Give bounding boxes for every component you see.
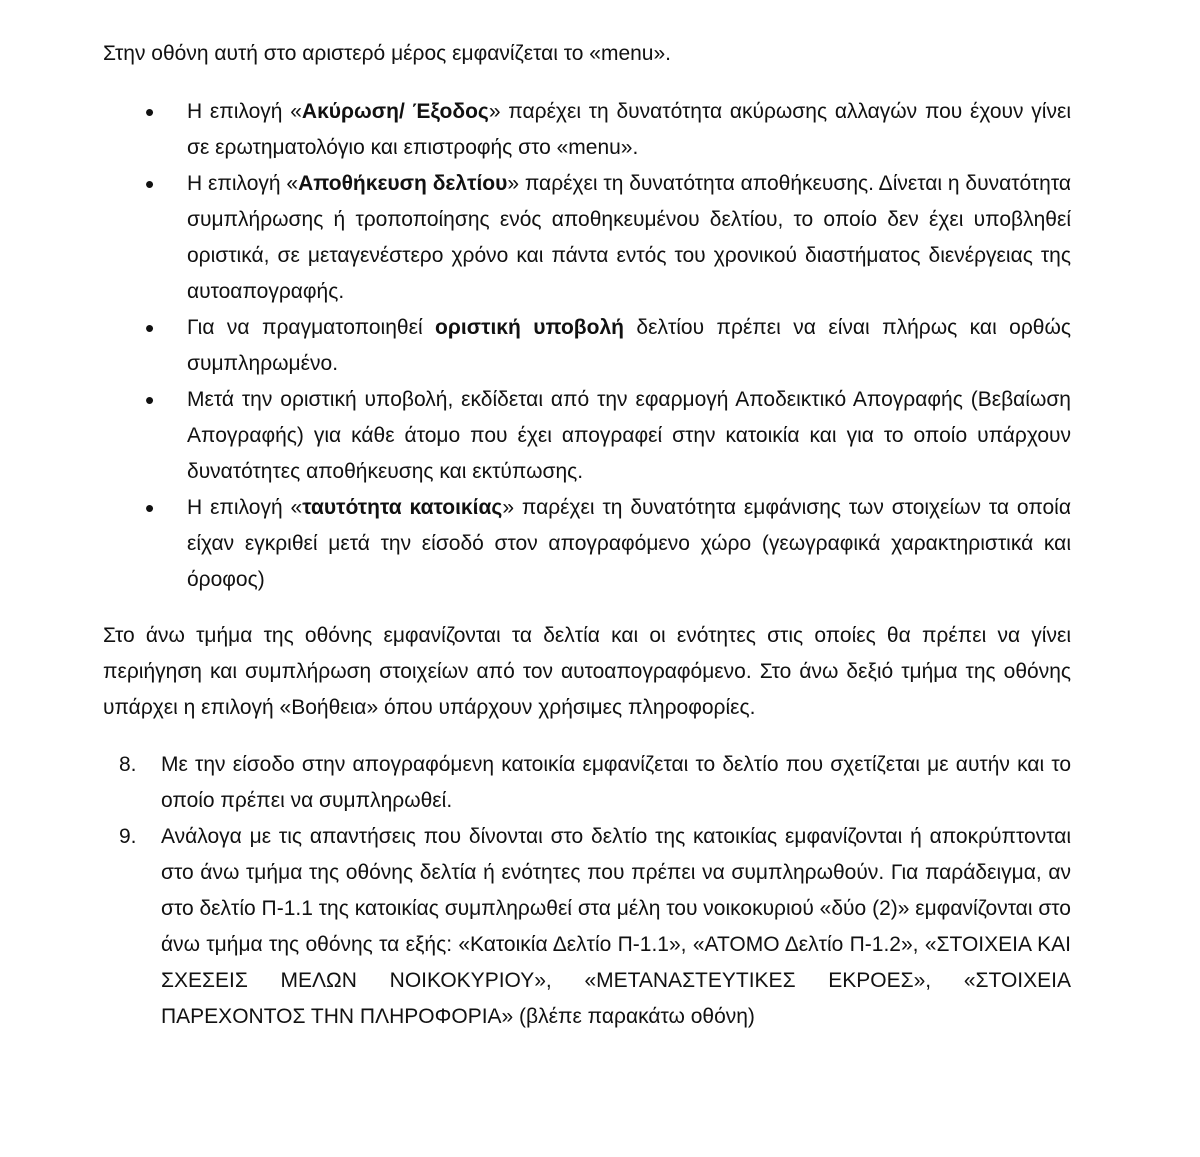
step-text: Με την είσοδο στην απογραφόμενη κατοικία εμφανίζεται το δελτίο που σχετίζεται με αυτήν και το οποίο πρέπει να συμπληρωθεί.: [161, 753, 1071, 812]
bullet-text-bold: ταυτότητα κατοικίας: [302, 496, 503, 519]
bullet-text-post: » παρέχει τη δυνατότητα εμφάνισης των στοιχείων τα οποία είχαν εγκριθεί μετά την είσοδό στον απογραφόμενο χώρο (γεωγραφικά χαρακτηριστικά και όροφος): [187, 496, 1071, 591]
intro-paragraph: Στην οθόνη αυτή στο αριστερό μέρος εμφανίζεται το «menu».: [103, 42, 671, 65]
step-text: Ανάλογα με τις απαντήσεις που δίνονται στο δελτίο της κατοικίας εμφανίζονται ή αποκρύπτονται στο άνω τμήμα της οθόνης δελτία ή ενότητες που πρέπει να συμπληρωθούν. Για παράδειγμα, αν στο δελτίο Π-1.1 της κατοικίας συμπληρωθεί στα μέλη του νοικοκυριού «δύο (2)» εμφανίζονται στο άνω τμήμα της οθόνης τα εξής: «Κατοικία Δελτίο Π-1.1», «ΑΤΟΜΟ Δελτίο Π-1.2», «ΣΤΟΙΧΕΙΑ ΚΑΙ ΣΧΕΣΕΙΣ ΜΕΛΩΝ ΝΟΙΚΟΚΥΡΙΟΥ», «ΜΕΤΑΝΑΣΤΕΥΤΙΚΕΣ ΕΚΡΟΕΣ», «ΣΤΟΙΧΕΙΑ ΠΑΡΕΧΟΝΤΟΣ ΤΗΝ ΠΛΗΡΟΦΟΡΙΑ» (βλέπε παρακάτω οθόνη): [161, 825, 1071, 1028]
bullet-text-pre: Η επιλογή «: [187, 100, 302, 123]
options-bullet-list: [103, 94, 1071, 598]
bullet-item-dwelling-identity: [103, 490, 1071, 598]
bullet-text-pre: Μετά την οριστική υποβολή, εκδίδεται από την εφαρμογή Αποδεικτικό Απογραφής (Βεβαίωση Απογραφής) για κάθε άτομο που έχει απογραφεί στην κατοικία και για το οποίο υπάρχουν δυνατότητες αποθήκευσης και εκτύπωσης.: [187, 388, 1071, 483]
bullet-text-bold: Αποθήκευση δελτίου: [298, 172, 508, 195]
step-number: 8.: [119, 753, 137, 776]
steps-numbered-list: [103, 747, 1071, 1035]
bullet-item-census-certificate: [103, 382, 1071, 490]
bullet-text-pre: Για να πραγματοποιηθεί: [187, 316, 436, 339]
bullet-item-save-form: [103, 166, 1071, 310]
step-number: 9.: [119, 825, 137, 848]
bullet-text-post: δελτίου πρέπει να είναι πλήρως και ορθώς συμπληρωμένο.: [187, 316, 1071, 375]
bullet-text-bold: Ακύρωση/ Έξοδος: [301, 100, 489, 123]
bullet-text-pre: Η επιλογή «: [187, 496, 303, 519]
bullet-text-bold: οριστική υποβολή: [435, 316, 624, 339]
bullet-item-cancel-exit: [103, 94, 1071, 166]
bullet-text-pre: Η επιλογή «: [187, 172, 299, 195]
step-item-9: [103, 819, 1071, 1035]
bullet-text-post: » παρέχει τη δυνατότητα αποθήκευσης. Δίνεται η δυνατότητα συμπλήρωσης ή τροποποίησης ενός αποθηκευμένου δελτίου, το οποίο δεν έχει υποβληθεί οριστικά, σε μεταγενέστερο χρόνο και πάντα εντός του χρονικού διαστήματος διενέργειας της αυτοαπογραφής.: [187, 172, 1071, 303]
top-section-paragraph: Στο άνω τμήμα της οθόνης εμφανίζονται τα δελτία και οι ενότητες στις οποίες θα πρέπει να γίνει περιήγηση και συμπλήρωση στοιχείων από τον αυτοαπογραφόμενο. Στο άνω δεξιό τμήμα της οθόνης υπάρχει η επιλογή «Βοήθεια» όπου υπάρχουν χρήσιμες πληροφορίες.: [103, 624, 1071, 719]
step-item-8: [103, 747, 1071, 819]
bullet-text-post: » παρέχει τη δυνατότητα ακύρωσης αλλαγών που έχουν γίνει σε ερωτηματολόγιο και επιστροφής στο «menu».: [187, 100, 1071, 159]
document-page: [103, 36, 1071, 1035]
bullet-item-final-submission: [103, 310, 1071, 382]
